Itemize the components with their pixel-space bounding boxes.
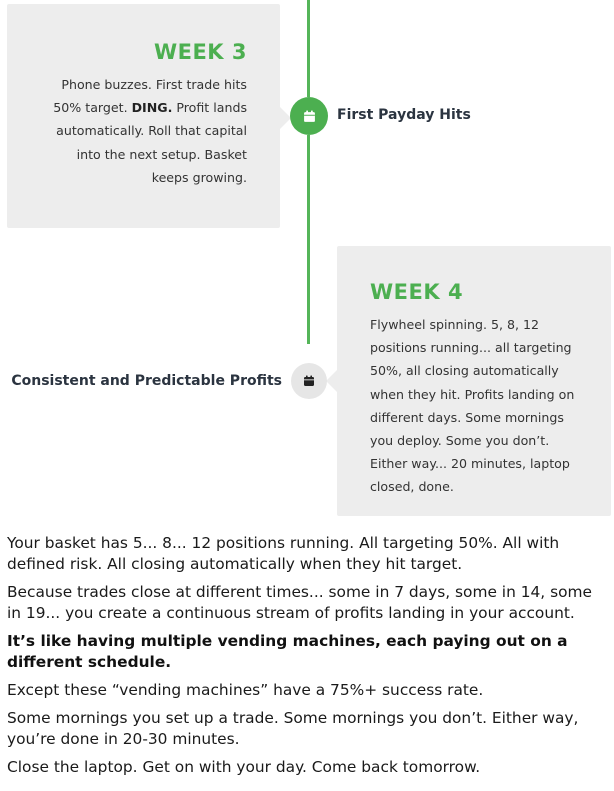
week-4-card (337, 246, 611, 516)
article-body (7, 533, 607, 785)
paragraph-close-laptop: Close the laptop. Get on with your day. Come back tomorrow. (7, 758, 481, 776)
timeline-line-middle (307, 135, 310, 344)
week-3-milestone-label: First Payday Hits (337, 107, 471, 123)
week-4-milestone-label: Consistent and Predictable Profits (11, 373, 282, 389)
week-4-timeline-node (291, 363, 327, 399)
week-4-description: Flywheel spinning. 5, 8, 12 positions running... all targeting 50%, all closing automatically when they hit. Profits landing on different days. Some mornings you deploy. Some you don’t. Either way... 20 minutes, laptop closed, done. (370, 317, 575, 495)
week-3-text-post: Profit lands automatically. Roll that capital into the next setup. Basket keeps growing. (56, 100, 247, 185)
week-3-card (7, 4, 280, 228)
week-3-text-bold: DING. (131, 100, 173, 116)
week-3-description (45, 73, 247, 189)
paragraph-success-rate: Except these “vending machines” have a 75%+ success rate. (7, 681, 484, 699)
calendar-icon (303, 375, 315, 387)
calendar-icon (303, 110, 316, 123)
week-3-title: WEEK 3 (153, 40, 247, 64)
week-3-timeline-node (290, 97, 328, 135)
paragraph-basket: Your basket has 5... 8... 12 positions running. All targeting 50%. All with defined risk. All closing automatically when they hit target. (7, 534, 560, 573)
paragraph-stream: Because trades close at different times... some in 7 days, some in 14, some in 19... you create a continuous stream of profits landing in your account. (7, 583, 592, 622)
paragraph-vending-machines: It’s like having multiple vending machines, each paying out on a different schedule. (7, 632, 568, 671)
paragraph-mornings: Some mornings you set up a trade. Some mornings you don’t. Either way, you’re done in 20-30 minutes. (7, 709, 579, 748)
week-3-text-pre: Phone buzzes. First trade hits 50% target. (53, 77, 247, 116)
week-4-title: WEEK 4 (370, 280, 464, 304)
timeline-line-top (307, 0, 310, 97)
